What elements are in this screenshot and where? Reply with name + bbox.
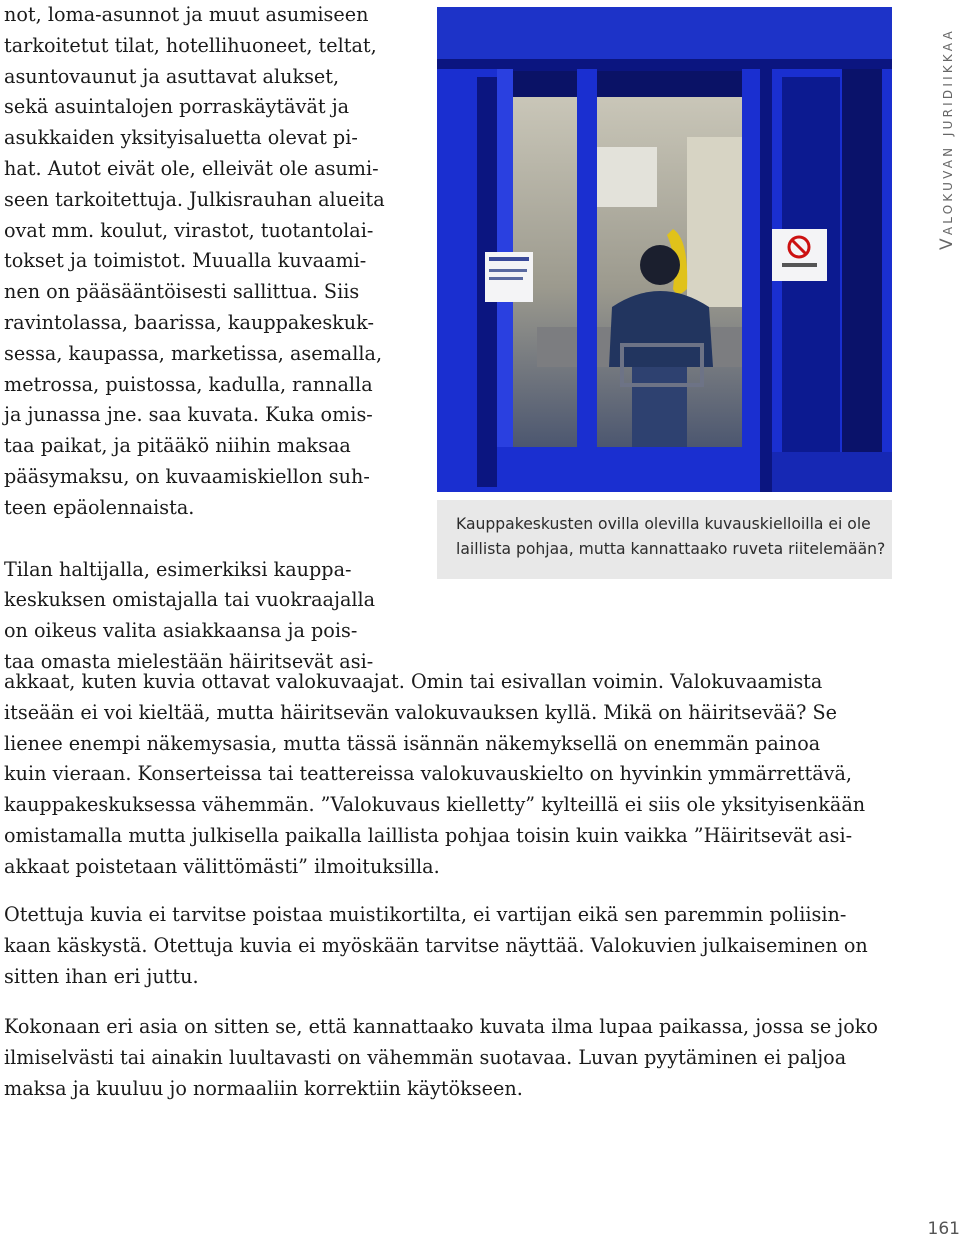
text-line: akkaat, kuten kuvia ottavat valokuvaajat. Omin tai esivallan voimin. Valokuvaamista [4, 670, 823, 693]
text-line: lienee enempi näkemysasia, mutta tässä isännän näkemyksellä on enemmän painoa [4, 731, 821, 755]
running-head-text: Valokuvan juridiikkaa [937, 28, 957, 250]
text-line: Kokonaan eri asia on sitten se, että kannattaako kuvata ilma lupaa paikassa, jossa se joko [4, 1015, 878, 1038]
paragraph-2-left [4, 555, 396, 678]
text-line: tarkoitetut tilat, hotellihuoneet, teltat, [4, 33, 377, 57]
text-line: Otettuja kuvia ei tarvitse poistaa muistikortilta, ei vartijan eikä sen paremmin poliisin- [4, 903, 847, 926]
text-line: kuin vieraan. Konserteissa tai teattereissa valokuvauskielto on hyvinkin ymmärrettävä, [4, 762, 853, 786]
left-column [4, 0, 396, 678]
running-head [934, 6, 958, 250]
text-line: ravintolassa, baarissa, kauppakeskuk- [4, 310, 374, 334]
caption-line: Kauppakeskusten ovilla olevilla kuvauskielloilla ei ole [456, 515, 871, 533]
shop-door-photo [437, 7, 892, 492]
text-line: tokset ja toimistot. Muualla kuvaami- [4, 249, 367, 273]
text-line: ilmiselvästi tai ainakin luultavasti on vähemmän suotavaa. Luvan pyytäminen ei paljoa [4, 1045, 847, 1069]
text-line: kaan käskystä. Otettuja kuvia ei myöskään tarvitse näyttää. Valokuvien julkaiseminen on [4, 933, 868, 957]
text-line: akkaat poistetaan välittömästi” ilmoituksilla. [4, 854, 440, 878]
paragraph-2-continued [4, 667, 897, 883]
text-line: metrossa, puistossa, kadulla, rannalla [4, 372, 373, 396]
text-line: on oikeus valita asiakkaansa ja pois- [4, 619, 358, 643]
text-line: nen on pääsääntöisesti sallittua. Siis [4, 280, 360, 304]
paragraph-1 [4, 0, 396, 524]
text-line: pääsymaksu, on kuvaamiskiellon suh- [4, 464, 370, 488]
text-line: ja junassa jne. saa kuvata. Kuka omis- [4, 403, 373, 427]
caption-line: laillista pohjaa, mutta kannattaako ruveta riitelemään? [456, 540, 886, 558]
text-line: not, loma-asunnot ja muut asumiseen [4, 3, 369, 26]
text-line: sitten ihan eri juttu. [4, 964, 199, 988]
paragraph-3 [4, 900, 897, 992]
photo-caption [456, 512, 886, 562]
text-line: asukkaiden yksityisaluetta olevat pi- [4, 126, 358, 150]
text-line: keskuksen omistajalla tai vuokraajalla [4, 588, 376, 612]
text-line: Tilan haltijalla, esimerkiksi kauppa- [4, 557, 352, 581]
text-line: ovat mm. koulut, virastot, tuotantolai- [4, 218, 374, 242]
text-line: omistamalla mutta julkisella paikalla laillista pohjaa toisin kuin vaikka ”Häiritsevät asi- [4, 823, 853, 847]
text-line: teen epäolennaista. [4, 495, 195, 519]
text-line: maksa ja kuuluu jo normaaliin korrektiin käytökseen. [4, 1076, 523, 1100]
text-line: hat. Autot eivät ole, elleivät ole asumi- [4, 156, 379, 180]
text-line: sessa, kaupassa, marketissa, asemalla, [4, 341, 383, 365]
text-line: kauppakeskuksessa vähemmän. ”Valokuvaus kielletty” kylteillä ei siis ole yksityisenkään [4, 793, 866, 817]
text-line: itseään ei voi kieltää, mutta häiritsevän valokuvauksen kyllä. Mikä on häiritsevää? Se [4, 700, 838, 724]
text-line: asuntovaunut ja asuttavat alukset, [4, 64, 340, 88]
paragraph-4 [4, 1012, 897, 1104]
text-line: taa omasta mielestään häiritsevät asi- [4, 649, 374, 673]
text-line: sekä asuintalojen porraskäytävät ja [4, 95, 350, 119]
text-line: seen tarkoitettuja. Julkisrauhan alueita [4, 187, 385, 211]
text-line: taa paikat, ja pitääkö niihin maksaa [4, 434, 351, 458]
page-number: 161 [927, 1219, 960, 1239]
